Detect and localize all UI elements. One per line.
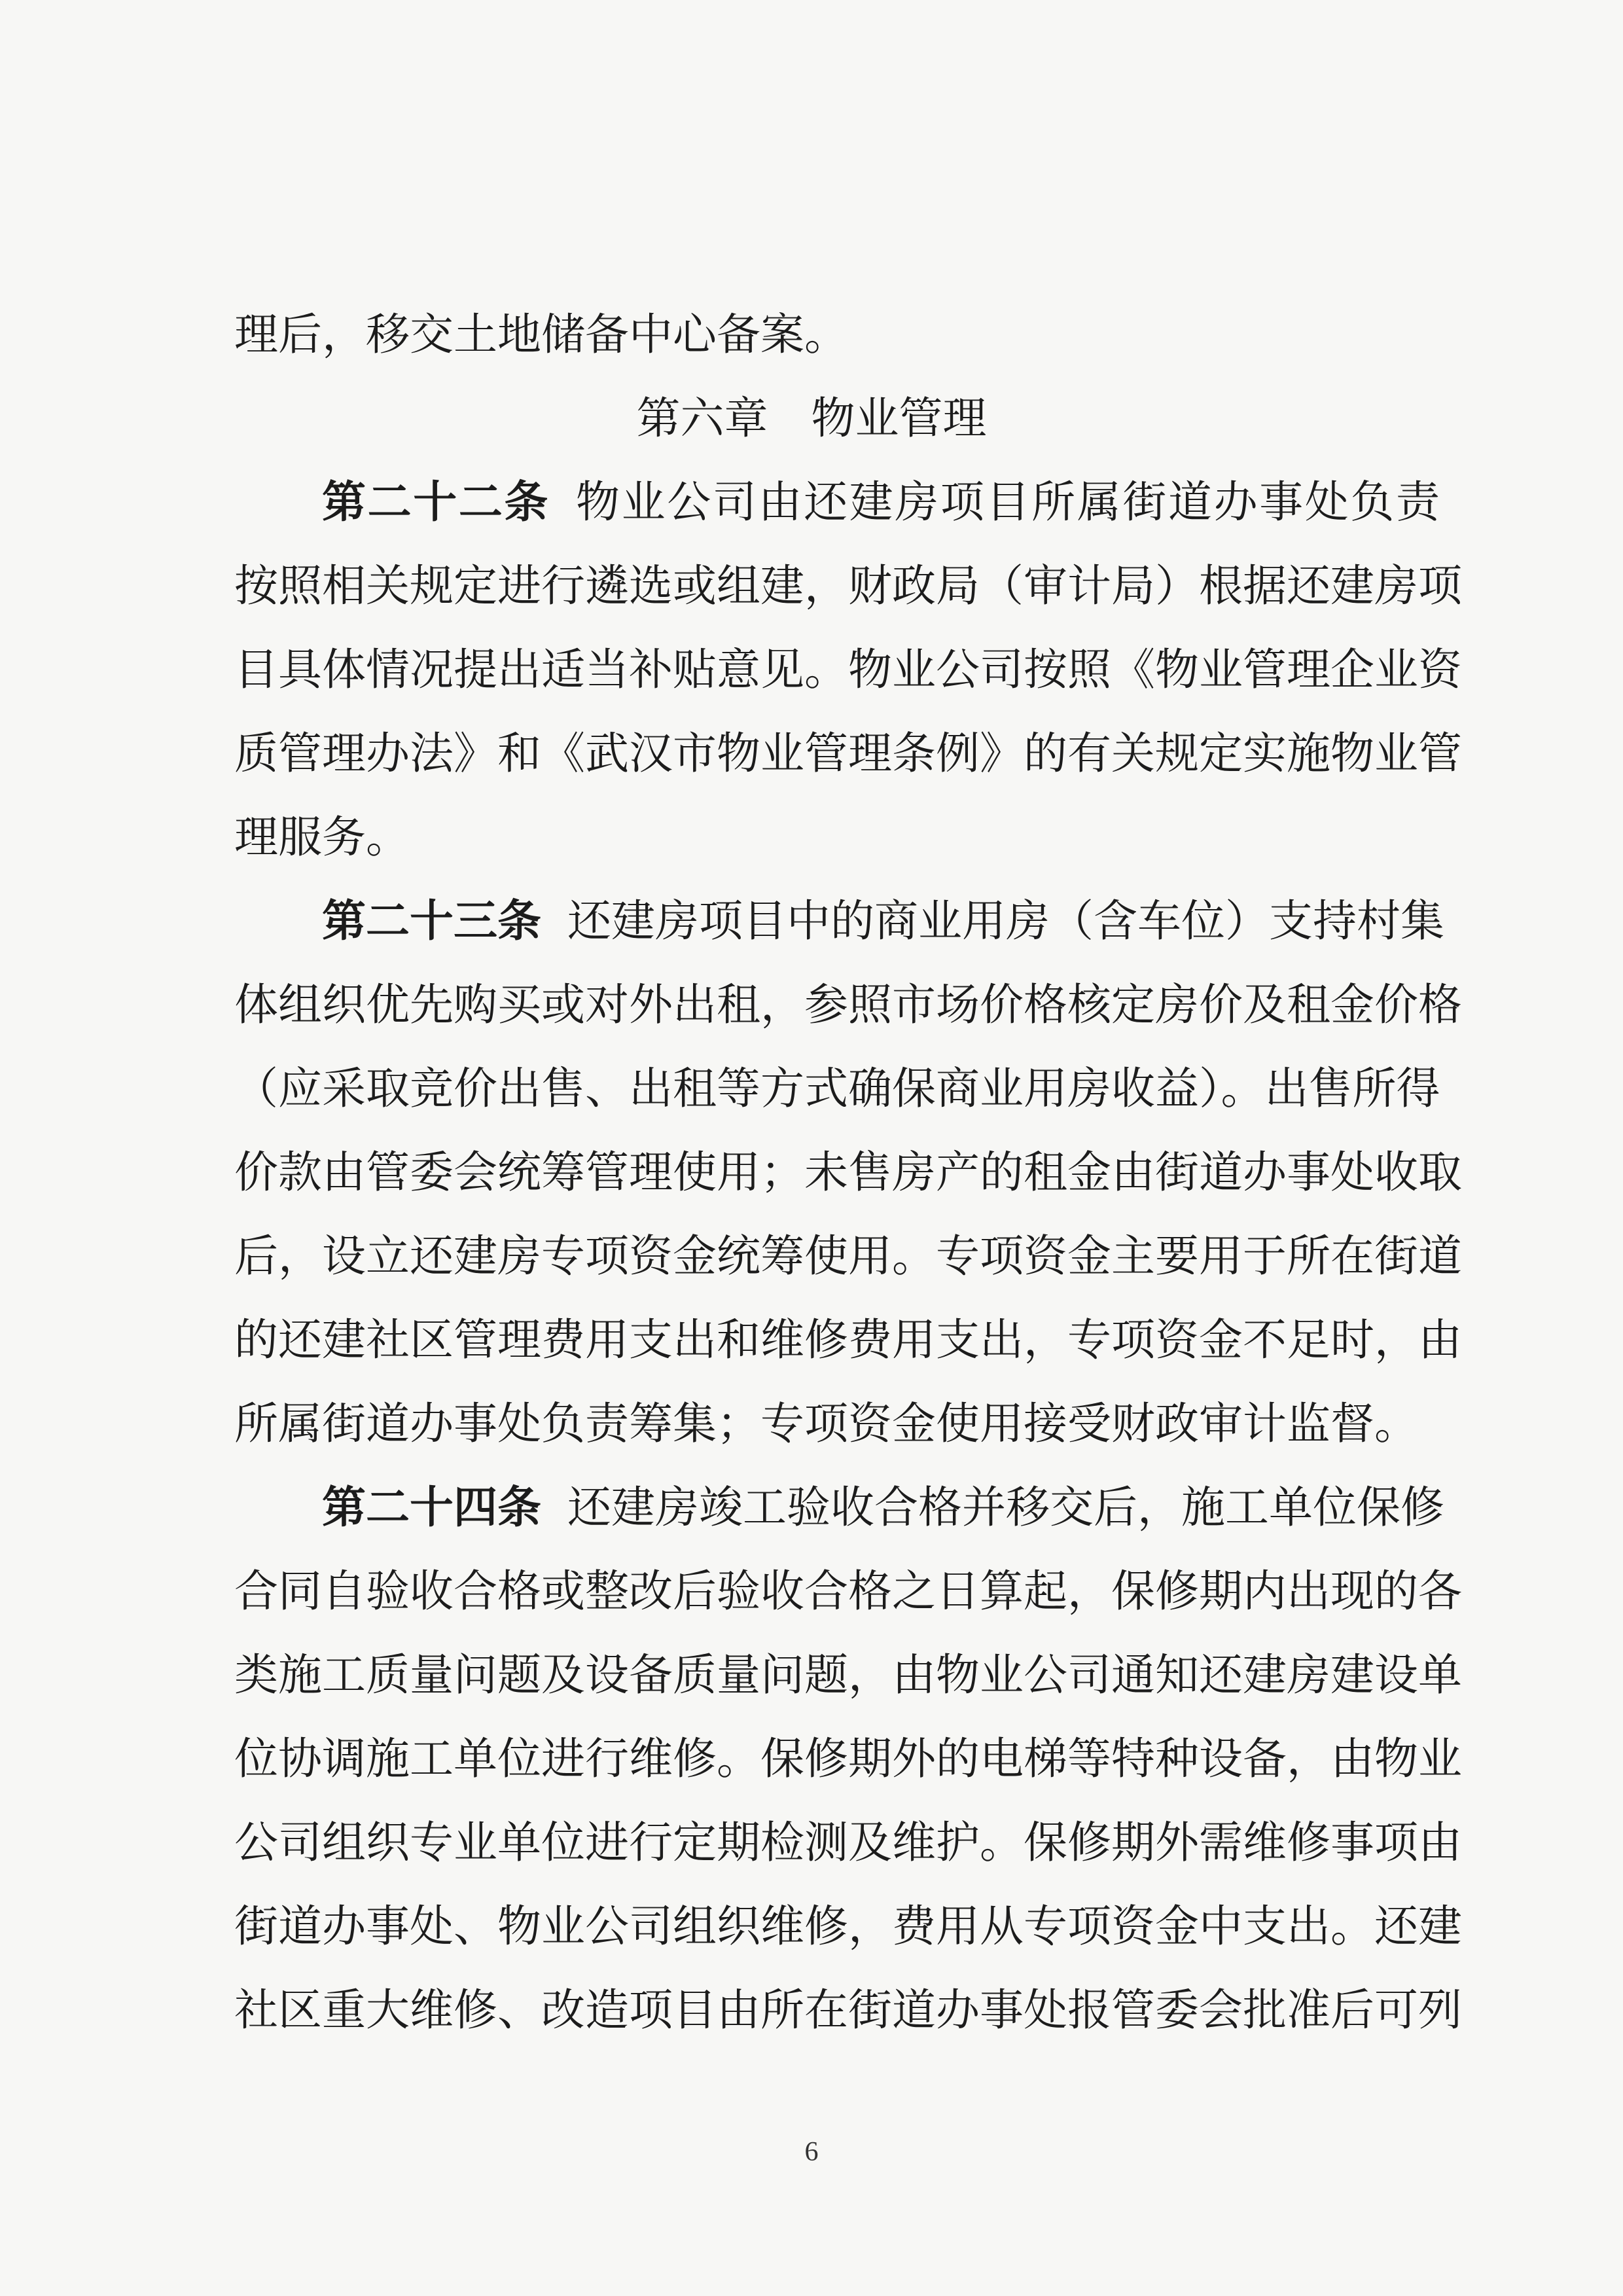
article-24-line: 位协调施工单位进行维修。保修期外的电梯等特种设备，由物业 [234,1733,1462,1784]
article-24-line: 街道办事处、物业公司组织维修，费用从专项资金中支出。还建 [234,1901,1462,1952]
article-22-first-line [322,473,1440,531]
chapter-heading [0,389,1623,448]
article-24-line: 公司组织专业单位进行定期检测及维护。保修期外需维修事项由 [234,1817,1462,1868]
article-24-lead-text: 还建房竣工验收合格并移交后，施工单位保修 [567,1482,1444,1533]
article-23-line: 体组织优先购买或对外出租，参照市场价格核定房价及租金价格 [234,979,1462,1030]
article-24-first-line [322,1478,1444,1537]
article-22-line: 理服务。 [234,812,410,863]
article-23-first-line [322,891,1444,950]
article-23-line: 的还建社区管理费用支出和维修费用支出，专项资金不足时，由 [234,1314,1462,1365]
article-22-number: 第二十二条 [322,476,550,528]
continuation-line: 理后，移交土地储备中心备案。 [234,309,848,360]
article-24-line: 类施工质量问题及设备质量问题，由物业公司通知还建房建设单 [234,1649,1462,1700]
article-24-line: 合同自验收合格或整改后验收合格之日算起，保修期内出现的各 [234,1566,1462,1617]
article-22-line: 质管理办法》和《武汉市物业管理条例》的有关规定实施物业管 [234,728,1462,779]
chapter-number: 第六章 [636,393,768,444]
article-23-line: 所属街道办事处负责筹集；专项资金使用接受财政审计监督。 [234,1398,1418,1449]
chapter-title: 物业管理 [811,393,987,444]
article-23-line: （应采取竞价出售、出租等方式确保商业用房收益）。出售所得 [234,1063,1440,1114]
article-24-number: 第二十四条 [322,1482,541,1533]
article-23-line: 后，设立还建房专项资金统筹使用。专项资金主要用于所在街道 [234,1230,1462,1282]
page-number: 6 [804,2137,819,2167]
article-23-lead-text: 还建房项目中的商业用房（含车位）支持村集 [567,895,1444,946]
article-22-line: 目具体情况提出适当补贴意见。物业公司按照《物业管理企业资 [234,644,1462,695]
article-23-line: 价款由管委会统筹管理使用；未售房产的租金由街道办事处收取 [234,1147,1462,1198]
article-22-lead-text: 物业公司由还建房项目所属街道办事处负责 [576,476,1440,528]
article-23-number: 第二十三条 [322,895,541,946]
article-24-line: 社区重大维修、改造项目由所在街道办事处报管委会批准后可列 [234,1984,1462,2036]
article-22-line: 按照相关规定进行遴选或组建，财政局（审计局）根据还建房项 [234,560,1462,611]
